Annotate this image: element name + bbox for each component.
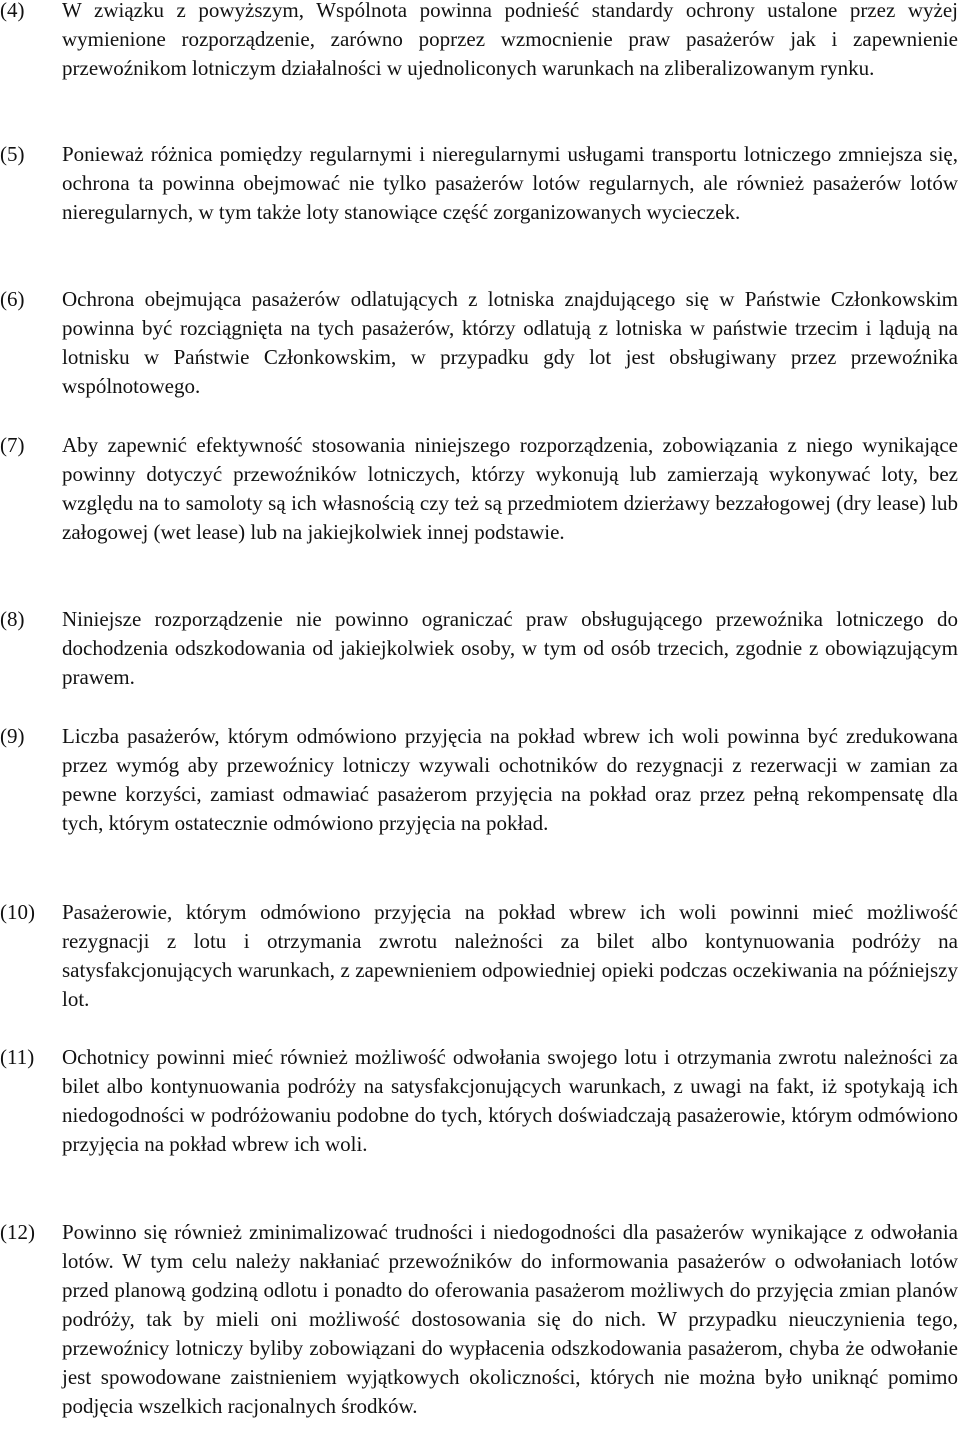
recital-text: Ponieważ różnica pomiędzy regularnymi i nieregularnymi usługami transportu lotniczego zmniejsza się, ochrona ta powinna obejmować nie tylko pasażerów lotów regularnych, ale również pasażerów lotów nieregularnych, w tym także loty stanowiące część zorganizowanych wycieczek. bbox=[62, 142, 958, 224]
recital-number: (12) bbox=[0, 1220, 35, 1244]
recital-text: Powinno się również zminimalizować trudności i niedogodności dla pasażerów wynikające z odwołania lotów. W tym celu należy nakłaniać przewoźników do informowania pasażerów o odwołaniach lotów przed planową godziną odlotu i ponadto do oferowania pasażerom możliwych do przyjęcia zmian planów podróży, tak by mieli oni możliwość dostosowania się do nich. W przypadku nieuczynienia tego, przewoźnicy lotniczy byliby zobowiązani do wypłacenia odszkodowania pasażerom, chyba że odwołanie jest spowodowane zaistnieniem wyjątkowych okoliczności, których nie można było uniknąć pomimo podjęcia wszelkich racjonalnych środków. bbox=[62, 1220, 958, 1418]
recital-text: Pasażerowie, którym odmówiono przyjęcia na pokład wbrew ich woli powinni mieć możliwość rezygnacji z lotu i otrzymania zwrotu należności za bilet albo kontynuowania podróży na satysfakcjonujących warunkach, z zapewnieniem odpowiedniej opieki podczas oczekiwania na późniejszy lot. bbox=[62, 900, 958, 1011]
recital-number: (4) bbox=[0, 0, 25, 22]
recital-text: Ochrona obejmująca pasażerów odlatujących z lotniska znajdującego się w Państwie Członkowskim powinna być rozciągnięta na tych pasażerów, którzy odlatują z lotniska w państwie trzecim i lądują na lotnisku w Państwie Członkowskim, w przypadku gdy lot jest obsługiwany przez przewoźnika wspólnotowego. bbox=[62, 287, 958, 398]
recital-11 bbox=[0, 1043, 958, 1159]
recital-5 bbox=[0, 140, 958, 227]
recital-8 bbox=[0, 605, 958, 692]
recital-10 bbox=[0, 898, 958, 1014]
recital-text: Ochotnicy powinni mieć również możliwość odwołania swojego lotu i otrzymania zwrotu należności za bilet albo kontynuowania podróży na satysfakcjonujących warunkach, z uwagi na fakt, iż spotykają ich niedogodności w podróżowaniu podobne do tych, których doświadczają pasażerowie, którym odmówiono przyjęcia na pokład wbrew ich woli. bbox=[62, 1045, 958, 1156]
recital-12 bbox=[0, 1218, 958, 1421]
recital-number: (7) bbox=[0, 433, 25, 457]
recital-number: (10) bbox=[0, 900, 35, 924]
recital-7 bbox=[0, 431, 958, 547]
recital-text: Niniejsze rozporządzenie nie powinno ograniczać praw obsługującego przewoźnika lotniczego do dochodzenia odszkodowania od jakiejkolwiek osoby, w tym od osób trzecich, zgodnie z obowiązującym prawem. bbox=[62, 607, 958, 689]
recital-6 bbox=[0, 285, 958, 401]
recital-number: (11) bbox=[0, 1045, 35, 1069]
recital-number: (6) bbox=[0, 287, 25, 311]
recital-number: (9) bbox=[0, 724, 25, 748]
recital-text: Aby zapewnić efektywność stosowania niniejszego rozporządzenia, zobowiązania z niego wynikające powinny dotyczyć przewoźników lotniczych, którzy wykonują lub zamierzają wykonywać loty, bez względu na to samoloty są ich własnością czy też są przedmiotem dzierżawy bezzałogowej (dry lease) lub załogowej (wet lease) lub na jakiejkolwiek innej podstawie. bbox=[62, 433, 958, 544]
recital-number: (8) bbox=[0, 607, 25, 631]
recital-9 bbox=[0, 722, 958, 838]
recital-text: Liczba pasażerów, którym odmówiono przyjęcia na pokład wbrew ich woli powinna być zredukowana przez wymóg aby przewoźnicy lotniczy wzywali ochotników do rezygnacji z rezerwacji w zamian za pewne korzyści, zamiast odmawiać pasażerom przyjęcia na pokład oraz przez pełną rekompensatę dla tych, którym ostatecznie odmówiono przyjęcia na pokład. bbox=[62, 724, 958, 835]
recital-4 bbox=[0, 0, 958, 83]
recital-number: (5) bbox=[0, 142, 25, 166]
recital-text: W związku z powyższym, Wspólnota powinna podnieść standardy ochrony ustalone przez wyżej wymienione rozporządzenie, zarówno poprzez wzmocnienie praw pasażerów jak i zapewnienie przewoźnikom lotniczym działalności w ujednoliconych warunkach na zliberalizowanym rynku. bbox=[62, 0, 958, 80]
